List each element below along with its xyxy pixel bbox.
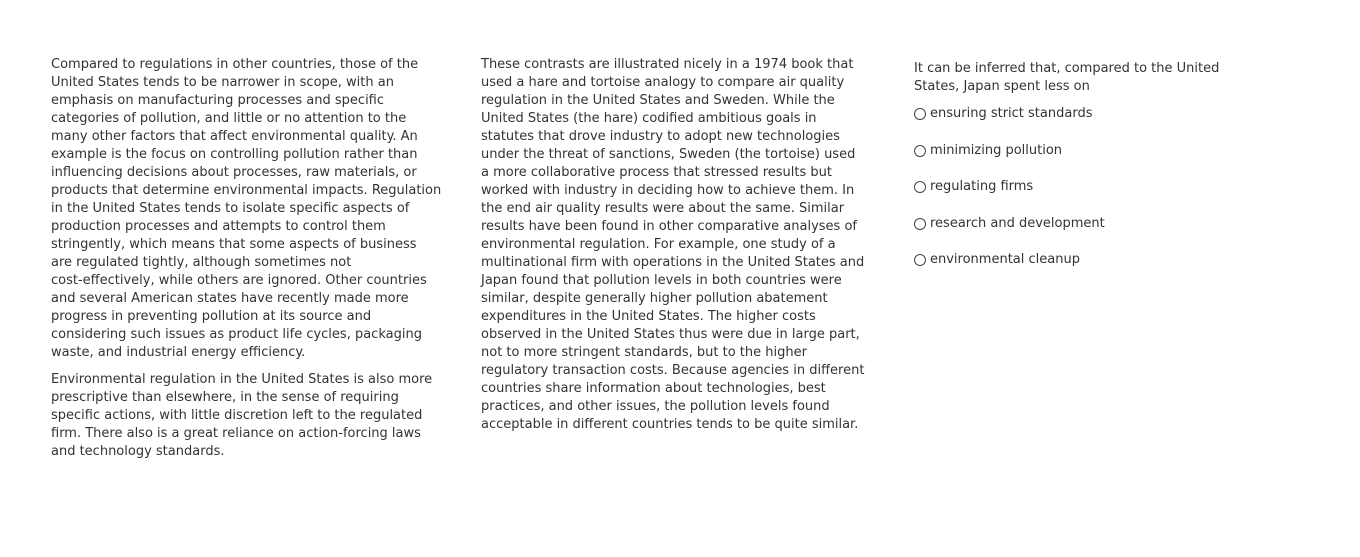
radio-button-icon[interactable] — [914, 181, 926, 193]
passage-paragraph: Compared to regulations in other countries, those of the United States tends to be narrower in scope, with an emphasis on manufacturing processes and specific categories of pollution, and little or no attention to the many other factors that affect environmental quality. An example is the focus on controlling pollution rather than influencing decisions about processes, raw materials, or products that determine environmental impacts. Regulation in the United States tends to isolate specific aspects of production processes and attempts to control them stringently, which means that some aspects of business are regulated tightly, although sometimes not cost-effectively, while others are ignored. Other countries and several American states have recently made more progress in preventing pollution at its source and considering such issues as product life cycles, packaging waste, and industrial energy efficiency. — [51, 57, 442, 360]
radio-button-icon[interactable] — [914, 254, 926, 266]
answer-option-label[interactable]: ensuring strict standards — [930, 106, 1093, 121]
passage-paragraph: Environmental regulation in the United States is also more prescriptive than elsewhere, in the sense of requiring specific actions, with little discretion left to the regulated firm. There also is a great reliance on action-forcing laws and technology standards. — [51, 372, 433, 459]
question-prompt: It can be inferred that, compared to the United States, Japan spent less on — [914, 61, 1220, 94]
radio-button-icon[interactable] — [914, 108, 926, 120]
answer-option-label[interactable]: regulating firms — [930, 179, 1034, 194]
question-panel — [914, 60, 1244, 288]
radio-button-icon[interactable] — [914, 145, 926, 157]
radio-button-icon[interactable] — [914, 218, 926, 230]
answer-option-2[interactable] — [914, 142, 1244, 160]
answer-option-label[interactable]: minimizing pollution — [930, 142, 1063, 158]
passage-middle-column — [481, 56, 877, 443]
answer-option-4[interactable] — [914, 215, 1244, 233]
answer-option-5[interactable] — [914, 251, 1244, 269]
answer-option-3[interactable] — [914, 178, 1244, 196]
passage-left-column — [51, 56, 447, 470]
passage-paragraph: These contrasts are illustrated nicely in a 1974 book that used a hare and tortoise analogy to compare air quality regulation in the United States and Sweden. While the United States (the hare) codified ambitious goals in statutes that drove industry to adopt new technologies under the threat of sanctions, Sweden (the tortoise) used a more collaborative process that stressed results but worked with industry in deciding how to achieve them. In the end air quality results were about the same. Similar results have been found in other comparative analyses of environmental regulation. For example, one study of a multinational firm with operations in the United States and Japan found that pollution levels in both countries were similar, despite generally higher pollution abatement expenditures in the United States. The higher costs observed in the United States thus were due in large part, not to more stringent standards, but to the higher regulatory transaction costs. Because agencies in different countries share information about technologies, best practices, and other issues, the pollution levels found acceptable in different countries tends to be quite similar. — [481, 57, 865, 432]
answer-option-1[interactable] — [914, 105, 1244, 123]
answer-option-label[interactable]: environmental cleanup — [930, 252, 1080, 267]
answer-option-label[interactable]: research and development — [930, 215, 1105, 231]
